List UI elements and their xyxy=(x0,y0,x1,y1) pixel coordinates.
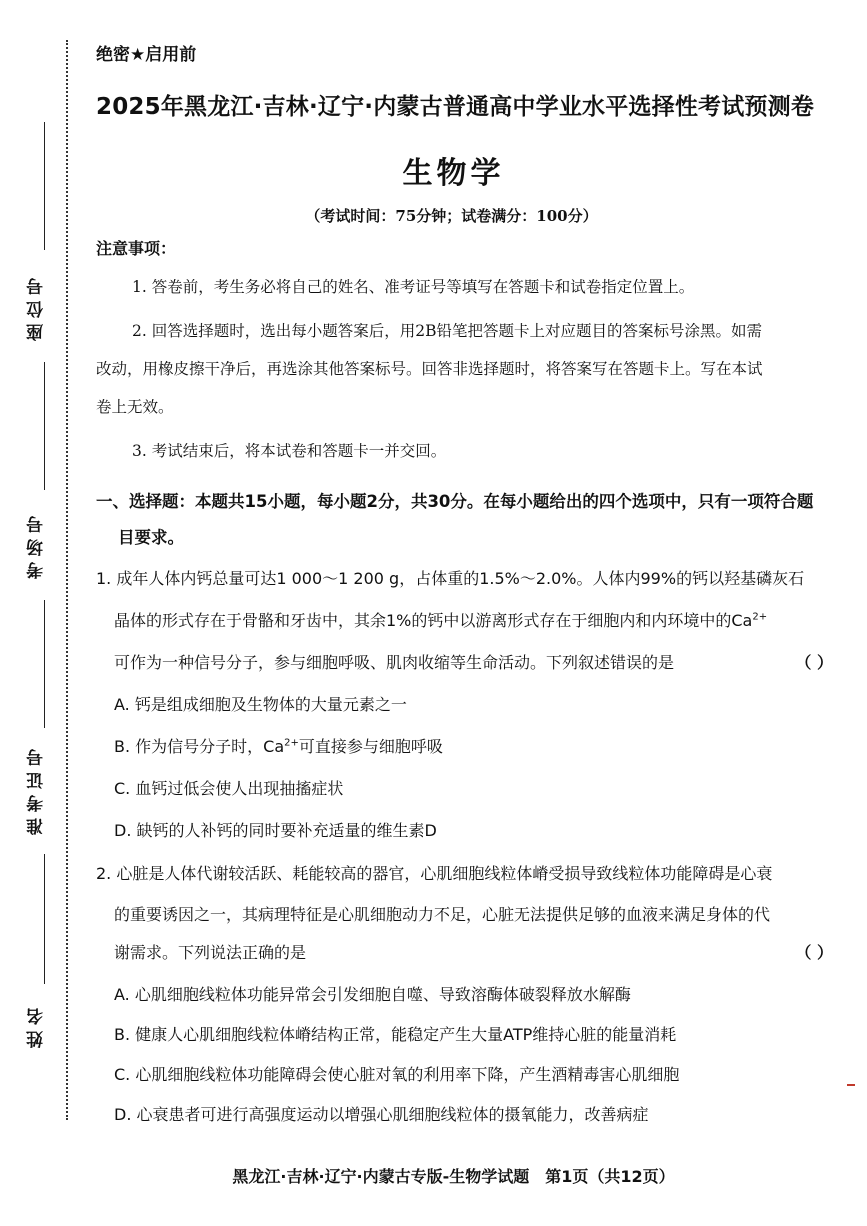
room-label: 考场号 xyxy=(27,510,47,580)
room-fill-line xyxy=(44,362,45,490)
q1-stem-line2 xyxy=(114,608,836,631)
exam-info: （考试时间：75分钟；试卷满分：100分） xyxy=(305,207,598,225)
notice-heading: 注意事项： xyxy=(96,239,177,258)
q2-answer-paren: （ ） xyxy=(795,943,833,962)
q2-option-d: D. 心衰患者可进行高强度运动以增强心肌细胞线粒体的摄氧能力，改善病症 xyxy=(114,1105,649,1124)
notice-item-1-text: 1. 答卷前，考生务必将自己的姓名、准考证号等填写在答题卡和试卷指定位置上。 xyxy=(132,278,695,296)
page-footer: 黑龙江·吉林·辽宁·内蒙古专版-生物学试题 第1页（共12页） xyxy=(232,1167,675,1186)
q2-stem-line3: 谢需求。下列说法正确的是 xyxy=(114,943,307,962)
seat-label: 座位号 xyxy=(27,272,47,342)
q1-answer-paren: （ ） xyxy=(795,653,833,672)
q1-stem-line2-text: 晶体的形式存在于骨骼和牙齿中，其余1%的钙中以游离形式存在于细胞内和内环境中的Ca xyxy=(114,611,753,630)
q2-option-a: A. 心肌细胞线粒体功能异常会引发细胞自噬、导致溶酶体破裂释放水解酶 xyxy=(114,985,631,1004)
notice-item-3-text: 3. 考试结束后，将本试卷和答题卡一并交回。 xyxy=(132,442,447,460)
notice-item-2-line3: 卷上无效。 xyxy=(96,398,174,416)
q1-option-b xyxy=(114,734,443,757)
notice-item-3 xyxy=(96,434,836,469)
notice-item-2-line1 xyxy=(96,314,836,349)
exam-title: 2025年黑龙江·吉林·辽宁·内蒙古普通高中学业水平选择性考试预测卷 xyxy=(96,94,815,120)
name-label: 姓名 xyxy=(27,1002,47,1048)
q1-option-b-charge: 2+ xyxy=(284,737,299,749)
q1-option-a: A. 钙是组成细胞及生物体的大量元素之一 xyxy=(114,695,407,714)
section-heading-line2: 目要求。 xyxy=(118,528,184,547)
name-fill-line xyxy=(44,854,45,984)
q1-option-c: C. 血钙过低会使人出现抽搐症状 xyxy=(114,779,344,798)
notice-item-2-line2: 改动，用橡皮擦干净后，再选涂其他答案标号。回答非选择题时，将答案写在答题卡上。写在本试 xyxy=(96,360,763,378)
q1-option-b-pre: B. 作为信号分子时，Ca xyxy=(114,737,285,756)
ticket-fill-line xyxy=(44,600,45,728)
binding-dotted-line xyxy=(66,40,68,1120)
scan-mark xyxy=(847,1084,855,1086)
q1-stem-line1: 1. 成年人体内钙总量可达1 000～1 200 g，占体重的1.5%～2.0%。人体内99%的钙以羟基磷灰石 xyxy=(96,569,805,588)
section-heading xyxy=(96,484,836,556)
ticket-label: 准考证号 xyxy=(27,743,47,835)
q1-stem-line3: 可作为一种信号分子，参与细胞呼吸、肌肉收缩等生命活动。下列叙述错误的是 xyxy=(114,653,675,672)
q2-option-b: B. 健康人心肌细胞线粒体嵴结构正常，能稳定产生大量ATP维持心脏的能量消耗 xyxy=(114,1025,677,1044)
notice-item-1 xyxy=(96,270,836,305)
q2-option-c: C. 心肌细胞线粒体功能障碍会使心脏对氧的利用率下降，产生酒精毒害心肌细胞 xyxy=(114,1065,680,1084)
q1-option-d: D. 缺钙的人补钙的同时要补充适量的维生素D xyxy=(114,821,437,840)
q2-stem-line1: 2. 心脏是人体代谢较活跃、耗能较高的器官，心肌细胞线粒体嵴受损导致线粒体功能障碍是心衰 xyxy=(96,864,773,883)
subject-title: 生物学 xyxy=(402,156,505,191)
q1-option-b-post: 可直接参与细胞呼吸 xyxy=(298,737,443,756)
notice-item-2-text: 2. 回答选择题时，选出每小题答案后，用2B铅笔把答题卡上对应题目的答案标号涂黑。如需 xyxy=(132,322,762,340)
q1-ca-charge: 2+ xyxy=(752,611,768,623)
confidential-mark: 绝密★启用前 xyxy=(96,45,197,65)
section-heading-line1: 一、选择题：本题共15小题，每小题2分，共30分。在每小题给出的四个选项中，只有一项符合题 xyxy=(96,492,814,511)
q2-stem-line2: 的重要诱因之一，其病理特征是心肌细胞动力不足，心脏无法提供足够的血液来满足身体的代 xyxy=(114,905,771,924)
